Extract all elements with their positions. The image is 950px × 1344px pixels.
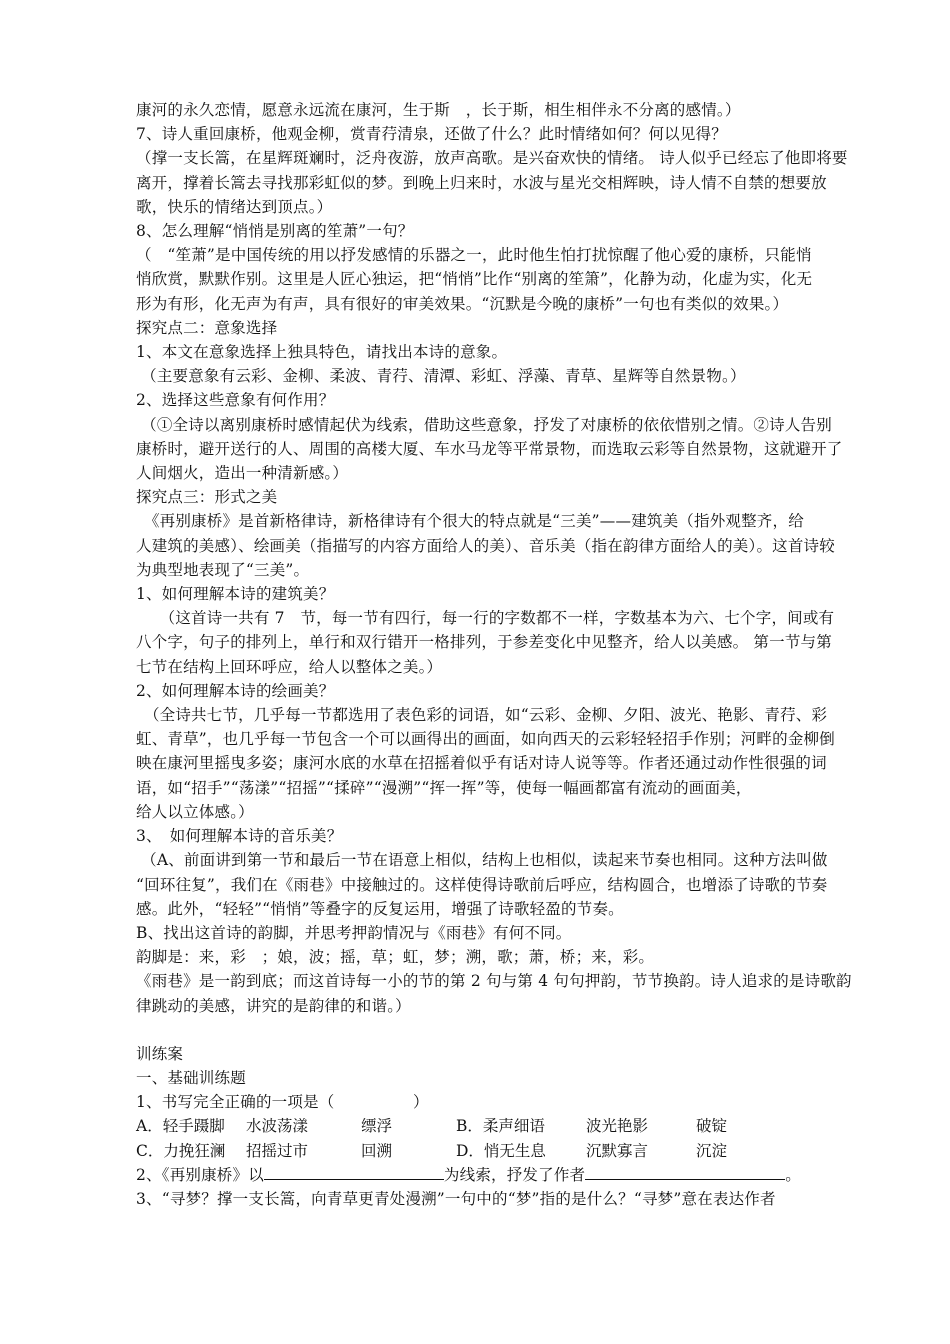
text-line: 形为有形，化无声为有声，具有很好的审美效果。“沉默是今晚的康桥”一句也有类似的效果。） bbox=[136, 294, 789, 313]
option-d-word-2: 沉默寡言 bbox=[586, 1141, 649, 1160]
text-line: 康桥时，避开送行的人、周围的高楼大厦、车水马龙等平常景物，而选取云彩等自然景物，这就避开了 bbox=[136, 439, 843, 458]
text-line: 八个字，句子的排列上，单行和双行错开一格排列，于参差变化中见整齐，给人以美感。 第一节与第 bbox=[136, 633, 832, 652]
text-line: 歌，快乐的情绪达到顶点。） bbox=[136, 197, 333, 216]
text-line: （ “笙萧”是中国传统的用以抒发感情的乐器之一，此时他生怕打扰惊醒了他心爱的康桥，只能悄 bbox=[136, 246, 812, 265]
q2-blank-2[interactable] bbox=[585, 1163, 785, 1180]
option-a: A．轻手蹑脚 bbox=[136, 1117, 225, 1136]
text-line: 《再别康桥》是首新格律诗，新格律诗有个很大的特点就是“三美”——建筑美（指外观整齐，给 bbox=[136, 512, 804, 531]
option-d: D．悄无生息 bbox=[456, 1141, 546, 1160]
training-section bbox=[136, 1042, 872, 1115]
text-line: 离开，撑着长篙去寻找那彩虹似的梦。到晚上归来时，水波与星光交相辉映，诗人情不自禁的想要放 bbox=[136, 173, 827, 192]
text-line: 给人以立体感。） bbox=[136, 802, 254, 821]
text-line: 1、书写完全正确的一项是（ ） bbox=[136, 1093, 429, 1112]
text-line: （A、前面讲到第一节和最后一节在语意上相似，结构上也相似，读起来节奏也相同。这种方法叫做 bbox=[136, 851, 828, 870]
text-line: 悄欣赏，默默作别。这里是人匠心独运，把“悄悄”比作“别离的笙箫”，化静为动，化虚为实，化无 bbox=[136, 270, 813, 289]
section-gap bbox=[136, 1018, 872, 1042]
text-line: 感。此外，“轻轻”“悄悄”等叠字的反复运用，增强了诗歌轻盈的节奏。 bbox=[136, 899, 624, 918]
text-line: 语，如“招手”“荡漾”“招摇”“揉碎”“漫溯”“挥一挥”等，使每一幅画都富有流动的画面美， bbox=[136, 778, 752, 797]
text-line: （全诗共七节，几乎每一节都选用了表色彩的词语，如“云彩、金柳、夕阳、波光、艳影、青荇、彩 bbox=[136, 706, 828, 725]
text-line: （主要意象有云彩、金柳、柔波、青荇、清潭、彩虹、浮藻、青草、星辉等自然景物。） bbox=[136, 367, 746, 386]
option-d-word-3: 沉淀 bbox=[696, 1141, 728, 1160]
text-line: 3、 如何理解本诗的音乐美？ bbox=[136, 827, 343, 846]
text-line: 8、怎么理解“悄悄是别离的笙萧”一句？ bbox=[136, 222, 414, 241]
text-line: 人间烟火，造出一种清新感。） bbox=[136, 464, 349, 483]
text-line: 康河的永久恋情，愿意永远流在康河，生于斯 ，长于斯，相生相伴永不分离的感情。） bbox=[136, 101, 741, 119]
option-c: C．力挽狂澜 bbox=[136, 1141, 226, 1160]
text-line: 1、如何理解本诗的建筑美？ bbox=[136, 585, 335, 604]
text-line: 律跳动的美感，讲究的是韵律的和谐。） bbox=[136, 996, 411, 1015]
text-line: 探究点二：意象选择 bbox=[136, 318, 278, 337]
option-b: B．柔声细语 bbox=[456, 1117, 545, 1136]
text-line: 训练案 bbox=[136, 1044, 184, 1063]
q2-prefix: 2、《再别康桥》以 bbox=[136, 1165, 264, 1184]
answer-section bbox=[136, 98, 872, 1018]
text-line: B、找出这首诗的韵脚，并思考押韵情况与《雨巷》有何不同。 bbox=[136, 923, 572, 942]
options-row-ab bbox=[136, 1114, 872, 1138]
text-line: （撑一支长篙，在星辉斑斓时，泛舟夜游，放声高歌。是兴奋欢快的情绪。 诗人似乎已经忘了他即将要 bbox=[136, 149, 848, 168]
option-c-word-3: 回溯 bbox=[361, 1141, 393, 1160]
text-line: 人建筑的美感）、绘画美（指描写的内容方面给人的美）、音乐美（指在韵律方面给人的美）。这首诗较 bbox=[136, 536, 835, 555]
text-line: 2、选择这些意象有何作用？ bbox=[136, 391, 335, 410]
q2-blank-1[interactable] bbox=[264, 1163, 444, 1180]
question-2 bbox=[136, 1163, 872, 1187]
text-line: （这首诗一共有 7 节，每一节有四行，每一行的字数都不一样，字数基本为六、七个字，间或有 bbox=[136, 609, 835, 628]
text-line: 七节在结构上回环呼应，给人以整体之美。） bbox=[136, 657, 443, 676]
text-line: 韵脚是：来，彩 ；娘，波；摇，草；虹，梦；溯，歌；萧，桥；来，彩。 bbox=[136, 948, 655, 967]
text-line: “回环往复”，我们在《雨巷》中接触过的。这样使得诗歌前后呼应，结构圆合，也增添了诗歌的节奏 bbox=[136, 875, 828, 894]
document-page bbox=[136, 98, 872, 1211]
q2-middle: 为线索，抒发了作者 bbox=[443, 1165, 586, 1184]
q2-suffix: 。 bbox=[785, 1165, 801, 1184]
question-3: 3、“寻梦？撑一支长篙，向青草更青处漫溯”一句中的“梦”指的是什么？“寻梦”意在表达作者 bbox=[136, 1189, 776, 1208]
option-b-word-3: 破锭 bbox=[696, 1117, 728, 1136]
option-c-word-2: 招摇过市 bbox=[246, 1141, 309, 1160]
text-line: 探究点三：形式之美 bbox=[136, 488, 278, 507]
text-line: 一、基础训练题 bbox=[136, 1068, 246, 1087]
option-a-word-3: 缥浮 bbox=[361, 1117, 393, 1136]
text-line: 1、本文在意象选择上独具特色，请找出本诗的意象。 bbox=[136, 343, 508, 362]
text-line: 《雨巷》是一韵到底；而这首诗每一小的节的第 2 句与第 4 句句押韵，节节换韵。诗人追求的是诗歌韵 bbox=[136, 972, 852, 991]
text-line: 映在康河里摇曳多姿；康河水底的水草在招摇着似乎有话对诗人说等等。作者还通过动作性很强的词 bbox=[136, 754, 827, 773]
options-row-cd bbox=[136, 1139, 872, 1163]
text-line: 虹、青草”，也几乎每一节包含一个可以画得出的画面，如向西天的云彩轻轻招手作别；河畔的金柳倒 bbox=[136, 730, 835, 749]
option-b-word-2: 波光艳影 bbox=[586, 1117, 649, 1136]
text-line: 为典型地表现了“三美”。 bbox=[136, 560, 310, 579]
text-line: （①全诗以离别康桥时感情起伏为线索，借助这些意象，抒发了对康桥的依依惜别之情。②诗人告别 bbox=[136, 415, 832, 434]
text-line: 7、诗人重回康桥，他观金柳，赏青荇清泉，还做了什么？此时情绪如何？何以见得？ bbox=[136, 125, 727, 144]
option-a-word-2: 水波荡漾 bbox=[246, 1117, 309, 1136]
text-line: 2、如何理解本诗的绘画美？ bbox=[136, 681, 335, 700]
